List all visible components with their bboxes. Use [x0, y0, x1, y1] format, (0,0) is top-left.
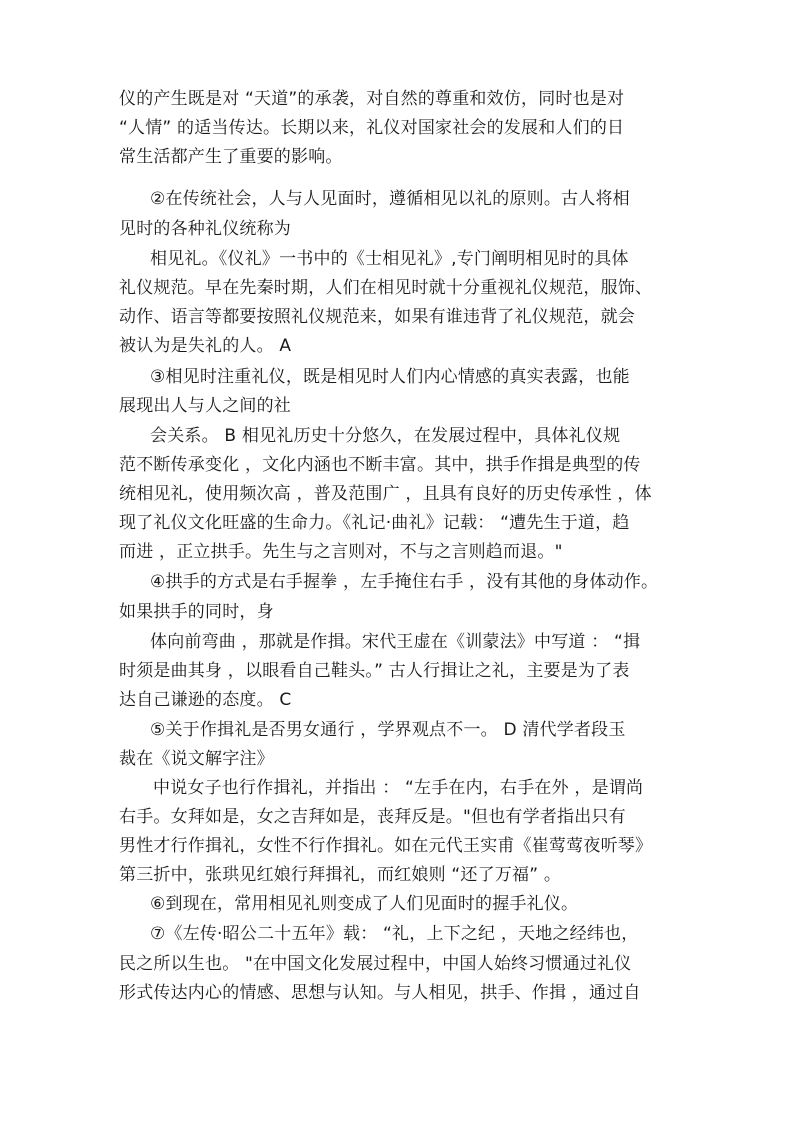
text-line: 中说女子也行作揖礼，并指出 ： “左手在内，右手在外 ，是谓尚 [153, 778, 644, 798]
text-line: 而进 ，正立拱手。先生与之言则对，不与之言则趋而退。" [119, 542, 563, 562]
text-line: 动作、语言等都要按照礼仪规范来，如果有谁违背了礼仪规范，就会 [119, 307, 635, 327]
text-line: 展现出人与人之间的社 [119, 396, 291, 416]
text-line: 体向前弯曲 ，那就是作揖。宋代王虚在《训蒙法》中写道 ： “揖 [150, 632, 641, 652]
text-line: 右手。女拜如是，女之吉拜如是，丧拜反是。"但也有学者指出只有 [119, 807, 626, 827]
text-line: 常生活都产生了重要的影响。 [119, 147, 343, 167]
text-line: 见时的各种礼仪统称为 [119, 219, 291, 239]
text-line: 相见礼。《仪礼》一书中的《士相见礼》,专门阐明相见时的具体 [150, 249, 629, 269]
text-line: “人情” 的适当传达。长期以来，礼仪对国家社会的发展和人们的日 [119, 118, 625, 138]
text-line: 统相见礼，使用频次高 ，普及范围广 ，且具有良好的历史传承性 ，体 [119, 484, 652, 504]
text-line: 礼仪规范。早在先秦时期，人们在相见时就十分重视礼仪规范，服饰、 [119, 278, 653, 298]
text-line: 会关系。 B 相见礼历史十分悠久，在发展过程中，具体礼仪规 [150, 426, 621, 446]
text-line: 民之所以生也。 "在中国文化发展过程中，中国人始终习惯通过礼仪 [119, 954, 632, 974]
text-line: ④拱手的方式是右手握拳 ，左手掩住右手 ，没有其他的身体动作。 [150, 572, 659, 592]
text-line: ③相见时注重礼仪，既是相见时人们内心情感的真实表露，也能 [150, 367, 630, 387]
text-line: 如果拱手的同时，身 [119, 602, 274, 622]
text-line: ②在传统社会，人与人见面时，遵循相见以礼的原则。古人将相 [150, 189, 630, 209]
text-line: 裁在《说文解字注》 [119, 749, 274, 769]
text-line: ⑥到现在，常用相见礼则变成了人们见面时的握手礼仪。 [150, 894, 579, 914]
text-line: 时须是曲其身 ，以眼看自己鞋头。” 古人行揖让之礼，主要是为了表 [119, 661, 630, 681]
text-line: 范不断传承变化 ，文化内涵也不断丰富。其中，拱手作揖是典型的传 [119, 455, 641, 475]
text-line: 仪的产生既是对 “天道”的承袭，对自然的尊重和效仿，同时也是对 [119, 89, 625, 109]
text-line: ⑦《左传·昭公二十五年》载： “礼，上下之纪 ，天地之经纬也， [150, 924, 639, 944]
text-line: 被认为是失礼的人。 A [119, 336, 292, 356]
text-line: 男性才行作揖礼，女性不行作揖礼。如在元代王实甫《崔莺莺夜听琴》 [119, 836, 653, 856]
text-line: 第三折中，张珙见红娘行拜揖礼，而红娘则 “还了万福” 。 [119, 865, 562, 885]
text-line: 形式传达内心的情感、思想与认知。与人相见，拱手、作揖 ，通过自 [119, 983, 641, 1003]
text-line: 现了礼仪文化旺盛的生命力。《礼记·曲礼》记载： “遭先生于道，趋 [119, 513, 630, 533]
text-line: 达自己谦逊的态度。 C [119, 690, 292, 710]
text-line: ⑤关于作揖礼是否男女通行 ，学界观点不一。 D 清代学者段玉 [150, 720, 626, 740]
